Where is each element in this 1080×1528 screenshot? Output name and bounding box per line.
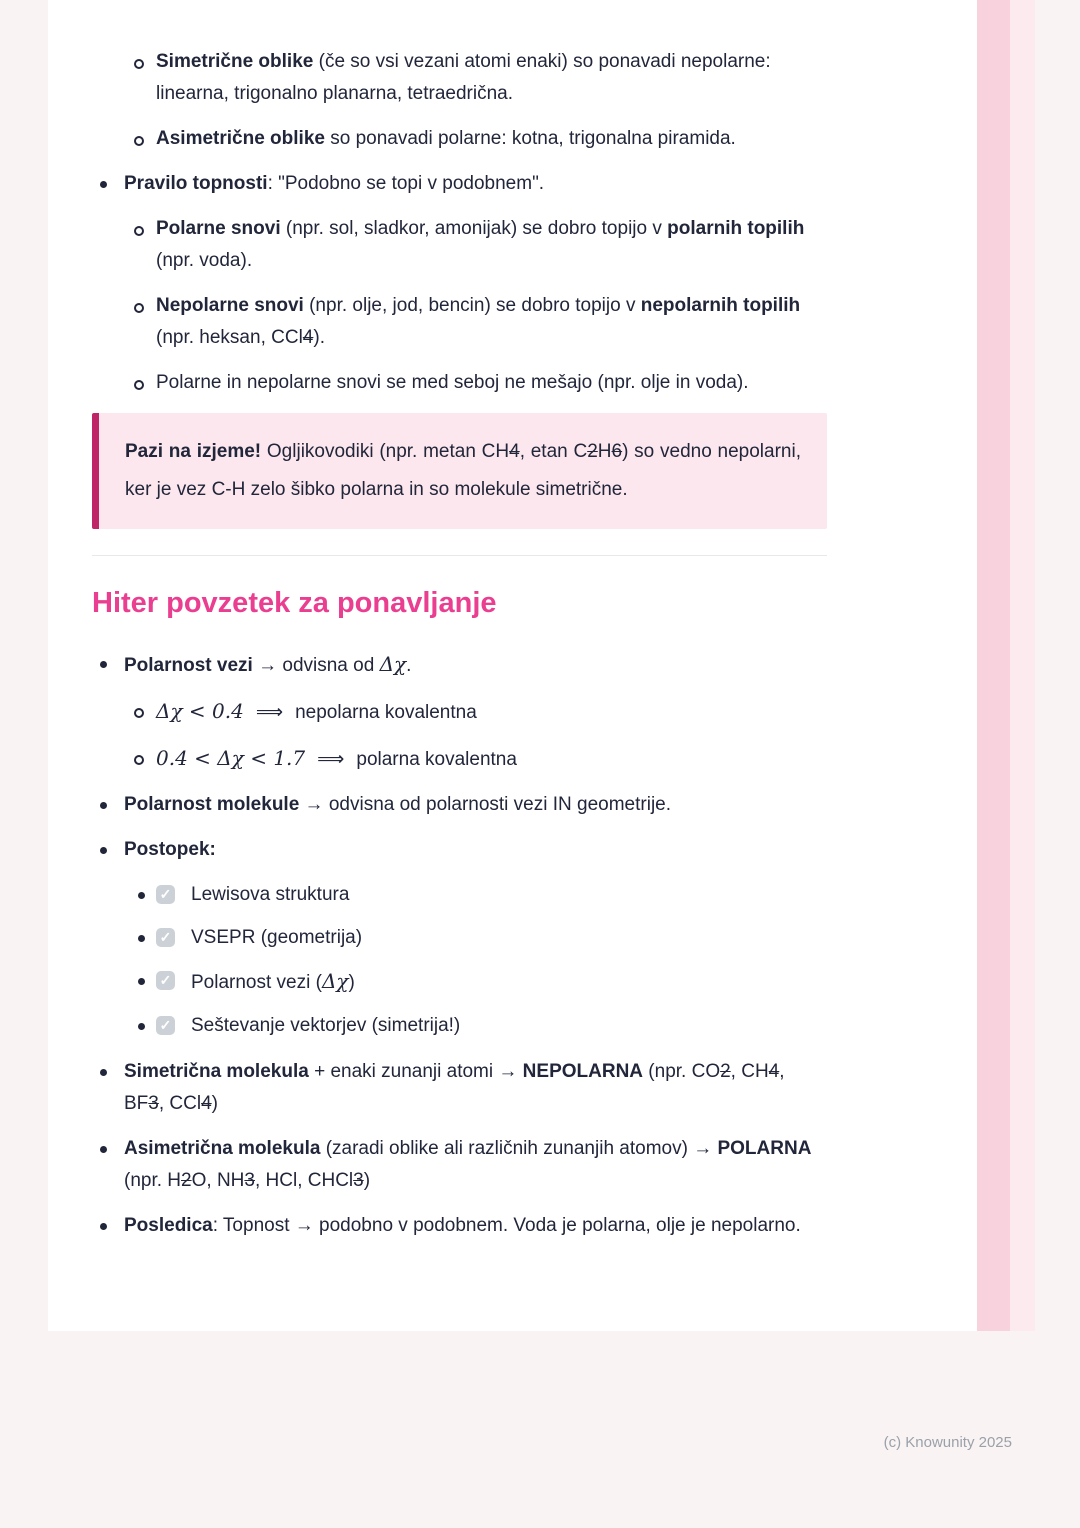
list-item-text: Pravilo topnosti: "Podobno se topi v podobnem". <box>124 173 545 194</box>
list-item-text: Polarne snovi (npr. sol, sladkor, amonijak) se dobro topijo v polarnih topilih (npr. voda). <box>156 218 805 271</box>
callout-text: Pazi na izjeme! Ogljikovodiki (npr. metan CH4, etan C2H6) so vedno nepolarni, ker je vez C-H zelo šibko polarna in so molekule simetrične. <box>125 441 801 500</box>
page-content <box>48 0 977 1242</box>
circle-bullet-icon <box>134 708 144 718</box>
disc-bullet-icon <box>100 1223 107 1230</box>
checklist-item-text: Polarnost vezi (Δχ) <box>191 969 355 993</box>
callout-box <box>92 413 827 529</box>
circle-bullet-icon <box>134 136 144 146</box>
section-divider <box>92 555 827 556</box>
circle-bullet-icon <box>134 755 144 765</box>
list-item-simetricna-molekula <box>92 1056 827 1120</box>
circle-bullet-icon <box>134 303 144 313</box>
disc-bullet-icon <box>100 802 107 809</box>
list-item-polarnost-vezi <box>92 648 827 682</box>
list-item-text: Polarnost molekule → odvisna od polarnosti vezi IN geometrije. <box>124 794 672 815</box>
checklist-item-text: VSEPR (geometrija) <box>191 927 363 948</box>
disc-bullet-icon <box>138 935 145 942</box>
circle-bullet-icon <box>134 226 144 236</box>
checklist-item-text: Lewisova struktura <box>191 884 350 905</box>
list-item-text: 0.4 < Δχ < 1.7 ⟹ polarna kovalentna <box>156 746 517 770</box>
list-item-nepolarne-snovi <box>125 290 827 354</box>
list-item-mesanje-snovi <box>125 367 827 399</box>
list-item-polarna-kovalentna <box>125 742 827 776</box>
copyright-footer: (c) Knowunity 2025 <box>883 1434 1012 1451</box>
list-item-asimetricna-molekula <box>92 1133 827 1197</box>
list-item-text: Δχ < 0.4 ⟹ nepolarna kovalentna <box>156 699 477 723</box>
list-item-posledica <box>92 1210 827 1242</box>
disc-bullet-icon <box>138 978 145 985</box>
list-item-asimetricne-oblike <box>125 123 827 155</box>
list-item-text: Polarnost vezi → odvisna od Δχ. <box>124 652 412 676</box>
checklist-item-sestevanje-vektorjev <box>130 1010 827 1042</box>
document-page <box>48 0 977 1331</box>
list-item-text: Nepolarne snovi (npr. olje, jod, bencin) se dobro topijo v nepolarnih topilih (npr. heksan, CCl4). <box>156 295 801 348</box>
checkbox-checked-icon[interactable] <box>156 1016 175 1035</box>
disc-bullet-icon <box>100 661 107 668</box>
list-item-text: Asimetrične oblike so ponavadi polarne: kotna, trigonalna piramida. <box>156 128 736 149</box>
right-stripe-light <box>1010 0 1035 1331</box>
list-item-text: Posledica: Topnost → podobno v podobnem. Voda je polarna, olje je nepolarno. <box>124 1215 801 1236</box>
checkbox-checked-icon[interactable] <box>156 885 175 904</box>
checkbox-checked-icon[interactable] <box>156 928 175 947</box>
list-item-polarnost-molekule <box>92 789 827 821</box>
circle-bullet-icon <box>134 59 144 69</box>
list-item-text: Simetrična molekula + enaki zunanji atomi → NEPOLARNA (npr. CO2, CH4, BF3, CCl4) <box>124 1061 785 1114</box>
list-item-pravilo-topnosti <box>92 168 827 200</box>
disc-bullet-icon <box>100 1069 107 1076</box>
checklist-item-polarnost-vezi <box>130 965 827 999</box>
list-item-postopek <box>92 834 827 866</box>
list-item-text: Postopek: <box>124 839 216 860</box>
disc-bullet-icon <box>100 181 107 188</box>
checklist-item-lewisova <box>130 879 827 911</box>
list-item-text: Polarne in nepolarne snovi se med seboj ne mešajo (npr. olje in voda). <box>156 372 749 393</box>
checklist-item-vsepr <box>130 922 827 954</box>
disc-bullet-icon <box>100 1146 107 1153</box>
disc-bullet-icon <box>138 1023 145 1030</box>
list-item-polarne-snovi <box>125 213 827 277</box>
disc-bullet-icon <box>100 847 107 854</box>
list-item-text: Simetrične oblike (če so vsi vezani atomi enaki) so ponavadi nepolarne: linearna, trigonalno planarna, tetraedrična. <box>156 51 771 104</box>
checkbox-checked-icon[interactable] <box>156 971 175 990</box>
right-stripe-dark <box>977 0 1010 1331</box>
list-item-text: Asimetrična molekula (zaradi oblike ali različnih zunanjih atomov) → POLARNA (npr. H2O, NH3, HCl, CHCl3) <box>124 1138 812 1191</box>
list-item-simetricne-oblike <box>125 46 827 110</box>
disc-bullet-icon <box>138 892 145 899</box>
list-item-nepolarna-kovalentna <box>125 695 827 729</box>
checklist-item-text: Seštevanje vektorjev (simetrija!) <box>191 1015 461 1036</box>
circle-bullet-icon <box>134 380 144 390</box>
summary-heading: Hiter povzetek za ponavljanje <box>92 587 497 619</box>
